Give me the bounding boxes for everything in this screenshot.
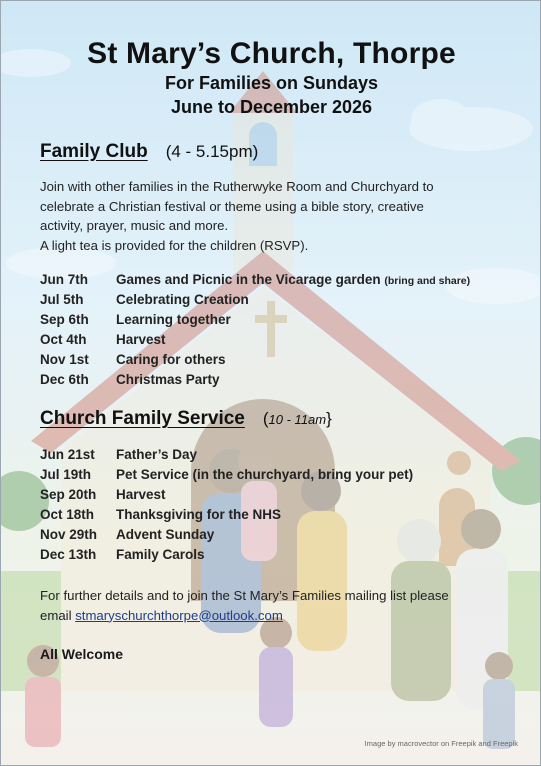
description-line: A light tea is provided for the children (RSVP). — [40, 237, 309, 253]
service-heading — [40, 408, 332, 430]
family-club-title: Family Club — [40, 141, 148, 162]
event-date: Nov 1st — [40, 352, 89, 367]
description-line: Join with other families in the Rutherwyke Room and Churchyard to — [40, 179, 434, 194]
event-title: Father’s Day — [116, 447, 198, 462]
content — [1, 1, 541, 766]
subtitle-audience: For Families on Sundays — [164, 73, 379, 93]
event-row — [40, 507, 281, 522]
event-date: Oct 4th — [40, 332, 87, 347]
event-row — [40, 467, 413, 482]
contact-line-email — [40, 606, 520, 626]
event-date: Dec 6th — [40, 372, 89, 387]
service-title: Church Family Service — [40, 408, 245, 429]
subtitle-dates: June to December 2026 — [170, 97, 373, 117]
event-date: Oct 18th — [40, 507, 95, 522]
event-title: Harvest — [116, 332, 166, 347]
event-row — [40, 332, 166, 347]
event-title: Learning together — [116, 312, 231, 327]
family-club-description — [40, 177, 510, 255]
event-date: Jun 21st — [40, 447, 95, 462]
description-line: celebrate a Christian festival or theme using a bible story, creative — [40, 198, 424, 214]
event-title: Harvest — [116, 487, 166, 502]
service-time-value: 10 - 11am — [268, 412, 327, 427]
page-title: St Mary’s Church, Thorpe — [87, 37, 456, 70]
description-line: activity, prayer, music and more. — [40, 218, 229, 233]
contact-info — [40, 586, 520, 625]
email-link[interactable]: stmaryschurchthorpe@outlook.com — [75, 607, 283, 623]
event-row — [40, 547, 205, 562]
event-row — [40, 292, 249, 307]
event-row — [40, 352, 226, 367]
contact-line: For further details and to join the St Mary’s Families mailing list please — [40, 588, 449, 603]
event-date: Dec 13th — [40, 547, 97, 562]
event-row — [40, 372, 220, 387]
event-row — [40, 447, 197, 462]
event-date: Nov 29th — [40, 527, 98, 542]
event-note: (bring and share) — [384, 275, 471, 287]
event-date: Sep 6th — [40, 312, 89, 327]
event-date: Jul 5th — [40, 292, 84, 307]
event-date: Jun 7th — [40, 272, 89, 287]
event-row — [40, 527, 214, 542]
family-club-heading — [40, 141, 258, 163]
event-title: Games and Picnic in the Vicarage garden — [116, 272, 381, 287]
event-title: Thanksgiving for the NHS — [116, 507, 282, 522]
event-row — [40, 312, 231, 327]
email-prefix: email — [40, 607, 76, 623]
event-date: Sep 20th — [40, 487, 97, 502]
service-time-open: ( — [262, 409, 269, 428]
event-title: Christmas Party — [116, 372, 220, 387]
all-welcome: All Welcome — [40, 646, 123, 662]
event-title: Pet Service (in the churchyard, bring your pet) — [116, 467, 414, 482]
event-title: Advent Sunday — [116, 527, 215, 542]
event-title: Family Carols — [116, 547, 205, 562]
event-row — [40, 487, 166, 502]
service-time — [263, 409, 332, 428]
event-title: Caring for others — [116, 352, 226, 367]
event-date: Jul 19th — [40, 467, 92, 482]
event-title: Celebrating Creation — [116, 292, 249, 307]
family-club-time: (4 - 5.15pm) — [165, 142, 259, 161]
image-credit: Image by macrovector on Freepik and Freepik — [364, 739, 518, 748]
event-row — [40, 272, 470, 287]
service-time-close: } — [326, 409, 332, 428]
